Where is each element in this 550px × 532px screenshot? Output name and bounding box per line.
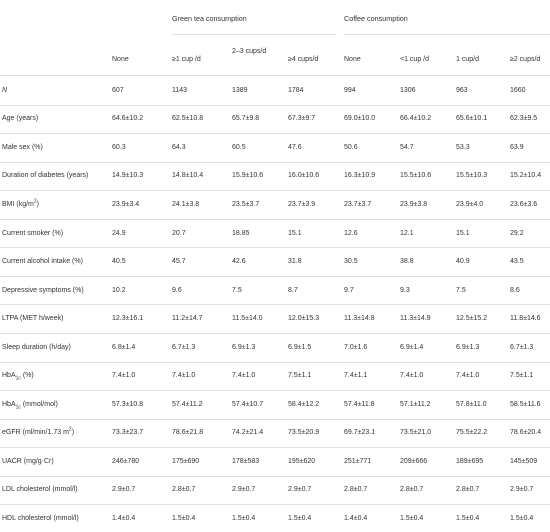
table-cell: 7.5±1.1 [288,372,312,380]
table-cell: 54.7 [400,143,414,151]
group-divider [172,34,336,35]
row-label: Current smoker (%) [2,229,64,237]
table-cell: 7.5±1.1 [510,372,534,380]
row-divider [0,162,550,163]
table-cell: 74.2±21.4 [232,429,264,437]
table-cell: 12.5±15.2 [456,315,488,323]
row-label: Age (years) [2,115,39,123]
table-cell: 963 [456,86,468,94]
table-cell: 40.5 [112,258,126,266]
table-cell: 23.9±4.0 [456,200,484,208]
table-cell: 1784 [288,86,304,94]
table-cell: 12.1 [400,229,414,237]
column-group-header: Coffee consumption [344,14,408,23]
row-label: BMI $(kg/m^2)$ [2,198,40,208]
table-cell: 1.5±0.4 [510,515,534,523]
row-label: Current alcohol intake (%) [2,258,83,266]
table-cell: 189±695 [456,457,484,465]
row-divider [0,105,550,106]
table-cell: 23.9±3.8 [400,200,428,208]
table-cell: 6.9±1.4 [400,343,424,351]
table-cell: 2.9±0.7 [232,486,256,494]
row-divider [0,333,550,334]
row-label: UACR (mg/g·Cr) [2,457,54,465]
table-cell: 2.8±0.7 [344,486,368,494]
table-cell: 15.2±10.4 [510,172,542,180]
table-cell: 15.9±10.6 [232,172,264,180]
table-cell: 30.5 [344,258,358,266]
table-cell: 73.5±20.9 [288,429,320,437]
table-cell: 23.7±3.7 [344,200,372,208]
table-cell: 1.4±0.4 [344,515,368,523]
table-cell: 65.6±10.1 [456,115,488,123]
table-cell: 67.3±9.7 [288,115,316,123]
table-cell: 6.9±1.3 [456,343,480,351]
table-cell: 11.3±14.8 [344,315,375,323]
table-cell: 2.8±0.7 [400,486,424,494]
group-divider [344,34,550,35]
table-cell: 1.5±0.4 [400,515,424,523]
table-cell: 75.5±22.2 [456,429,488,437]
table-cell: 18.85 [232,229,250,237]
table-cell: 69.7±23.1 [344,429,376,437]
row-label: HbA$_{1c}$ (mmol/mol) [2,400,58,411]
table-cell: 1.5±0.4 [456,515,480,523]
column-header: 2–3 cups/d [232,48,267,55]
table-cell: 12.0±15.3 [288,315,320,323]
row-divider [0,476,550,477]
table-cell: 78.6±21.8 [172,429,204,437]
table-cell: 16.3±10.9 [344,172,376,180]
table-cell: 58.4±12.2 [288,400,320,408]
table-cell: 7.4±1.0 [112,372,136,380]
table-cell: 10.2 [112,286,126,294]
row-divider [0,304,550,305]
table-cell: 2.9±0.7 [288,486,312,494]
table-cell: 251±771 [344,457,372,465]
table-cell: 9.3 [400,286,410,294]
table-cell: 607 [112,86,124,94]
column-header: ≥2 cups/d [510,56,541,63]
table-cell: 7.4±1.0 [172,372,196,380]
table-cell: 31.8 [288,258,302,266]
table-cell: 6.7±1.3 [510,343,534,351]
table-cell: 60.5 [232,143,246,151]
table-cell: 8.6 [510,286,520,294]
table-cell: 60.3 [112,143,126,151]
table-cell: 1660 [510,86,526,94]
table-cell: 12.3±16.1 [112,315,144,323]
table-cell: 29.2 [510,229,524,237]
table-cell: 2.9±0.7 [112,486,136,494]
column-header: ≥1 cup /d [172,56,201,63]
row-label: eGFR (ml/min/1.73 $m^2$) [2,427,75,437]
table-cell: 1.4±0.4 [112,515,136,523]
table-cell: 58.5±11.6 [510,400,541,408]
row-divider [0,247,550,248]
row-label: HDL cholesterol (mmol/l) [2,515,79,523]
table-cell: 64.6±10.2 [112,115,144,123]
column-header: None [112,56,129,63]
table-cell: 38.8 [400,258,414,266]
table-cell: 24.1±3.8 [172,200,200,208]
table-cell: 57.4±10.7 [232,400,264,408]
table-cell: 2.9±0.7 [510,486,534,494]
table-cell: 6.7±1.3 [172,343,196,351]
table-cell: 9.6 [172,286,182,294]
table-cell: 15.5±10.3 [456,172,488,180]
table-cell: 57.3±10.8 [112,400,144,408]
table-cell: 50.6 [344,143,358,151]
table-cell: 6.8±1.4 [112,343,136,351]
table-cell: 1.5±0.4 [172,515,196,523]
row-label: LTPA (MET h/week) [2,315,64,323]
table-cell: 7.4±1.0 [456,372,480,380]
row-divider [0,219,550,220]
table-cell: 7.5 [456,286,466,294]
table-cell: 62.5±10.8 [172,115,204,123]
table-cell: 23.6±3.6 [510,200,538,208]
row-divider [0,276,550,277]
table-cell: 6.9±1.5 [288,343,312,351]
table-cell: 40.9 [456,258,470,266]
row-label: HbA$_{1c}$ (%) [2,372,34,382]
table-cell: 23.9±3.4 [112,200,140,208]
table-cell: 24.9 [112,229,126,237]
table-cell: 65.7±9.8 [232,115,260,123]
row-label: Male sex (%) [2,143,43,151]
table-cell: 7.5 [232,286,242,294]
table-cell: 11.3±14.9 [400,315,431,323]
table-cell: 78.6±20.4 [510,429,542,437]
table-cell: 209±666 [400,457,428,465]
table-cell: 1.5±0.4 [288,515,312,523]
row-divider [0,447,550,448]
table-cell: 23.7±3.9 [288,200,316,208]
table-cell: 7.0±1.6 [344,343,368,351]
table-cell: 9.7 [344,286,354,294]
table-cell: 57.8±11.0 [456,400,487,408]
table-cell: 14.8±10.4 [172,172,204,180]
row-label: Sleep duration (h/day) [2,343,71,351]
column-header: None [344,56,361,63]
table-cell: 47.6 [288,143,302,151]
table-cell: 73.5±21.0 [400,429,432,437]
table-cell: 64.3 [172,143,186,151]
column-group-header: Green tea consumption [172,14,247,23]
row-divider [0,419,550,420]
table-cell: 8.7 [288,286,298,294]
column-header: ≥4 cups/d [288,56,319,63]
table-cell: 145±509 [510,457,538,465]
table-cell: 2.8±0.7 [172,486,196,494]
table-cell: 63.9 [510,143,524,151]
table-cell: 73.3±23.7 [112,429,144,437]
row-divider [0,390,550,391]
table-cell: 16.0±10.6 [288,172,320,180]
table-cell: 7.4±1.1 [344,372,368,380]
table-cell: 6.9±1.3 [232,343,256,351]
table-cell: 42.6 [232,258,246,266]
table-cell: 62.3±9.5 [510,115,538,123]
table-cell: 12.6 [344,229,358,237]
column-header: <1 cup /d [400,56,429,63]
table-cell: 23.5±3.7 [232,200,260,208]
row-label: Duration of diabetes (years) [2,172,89,180]
column-header: 1 cup/d [456,56,479,63]
table-cell: 994 [344,86,356,94]
table-cell: 15.5±10.6 [400,172,432,180]
row-divider [0,133,550,134]
row-divider [0,190,550,191]
table-cell: 57.1±11.2 [400,400,431,408]
table-cell: 1306 [400,86,416,94]
table-cell: 57.4±11.8 [344,400,375,408]
table-cell: 1389 [232,86,248,94]
table-cell: 66.4±10.2 [400,115,432,123]
table-cell: 45.7 [172,258,186,266]
table-cell: 178±583 [232,457,260,465]
row-label: N [2,86,8,94]
table-cell: 7.4±1.0 [232,372,256,380]
row-label: Depressive symptoms (%) [2,286,84,294]
table-cell: 14.9±10.3 [112,172,144,180]
table-cell: 69.0±10.0 [344,115,376,123]
header-rule [0,75,550,76]
table-cell: 1143 [172,86,188,94]
table-cell: 43.5 [510,258,524,266]
table-cell: 15.1 [288,229,302,237]
table-cell: 20.7 [172,229,186,237]
table-cell: 2.8±0.7 [456,486,480,494]
row-label: LDL cholesterol (mmol/l) [2,486,78,494]
table-cell: 11.8±14.6 [510,315,541,323]
table-cell: 53.3 [456,143,470,151]
table-cell: 7.4±1.0 [400,372,424,380]
table-cell: 15.1 [456,229,470,237]
table-cell: 175±690 [172,457,200,465]
table-cell: 11.5±14.0 [232,315,263,323]
table-cell: 11.2±14.7 [172,315,203,323]
table-cell: 246±780 [112,457,140,465]
table-cell: 1.5±0.4 [232,515,256,523]
table-cell: 195±620 [288,457,316,465]
row-divider [0,362,550,363]
row-divider [0,504,550,505]
table-cell: 57.4±11.2 [172,400,203,408]
